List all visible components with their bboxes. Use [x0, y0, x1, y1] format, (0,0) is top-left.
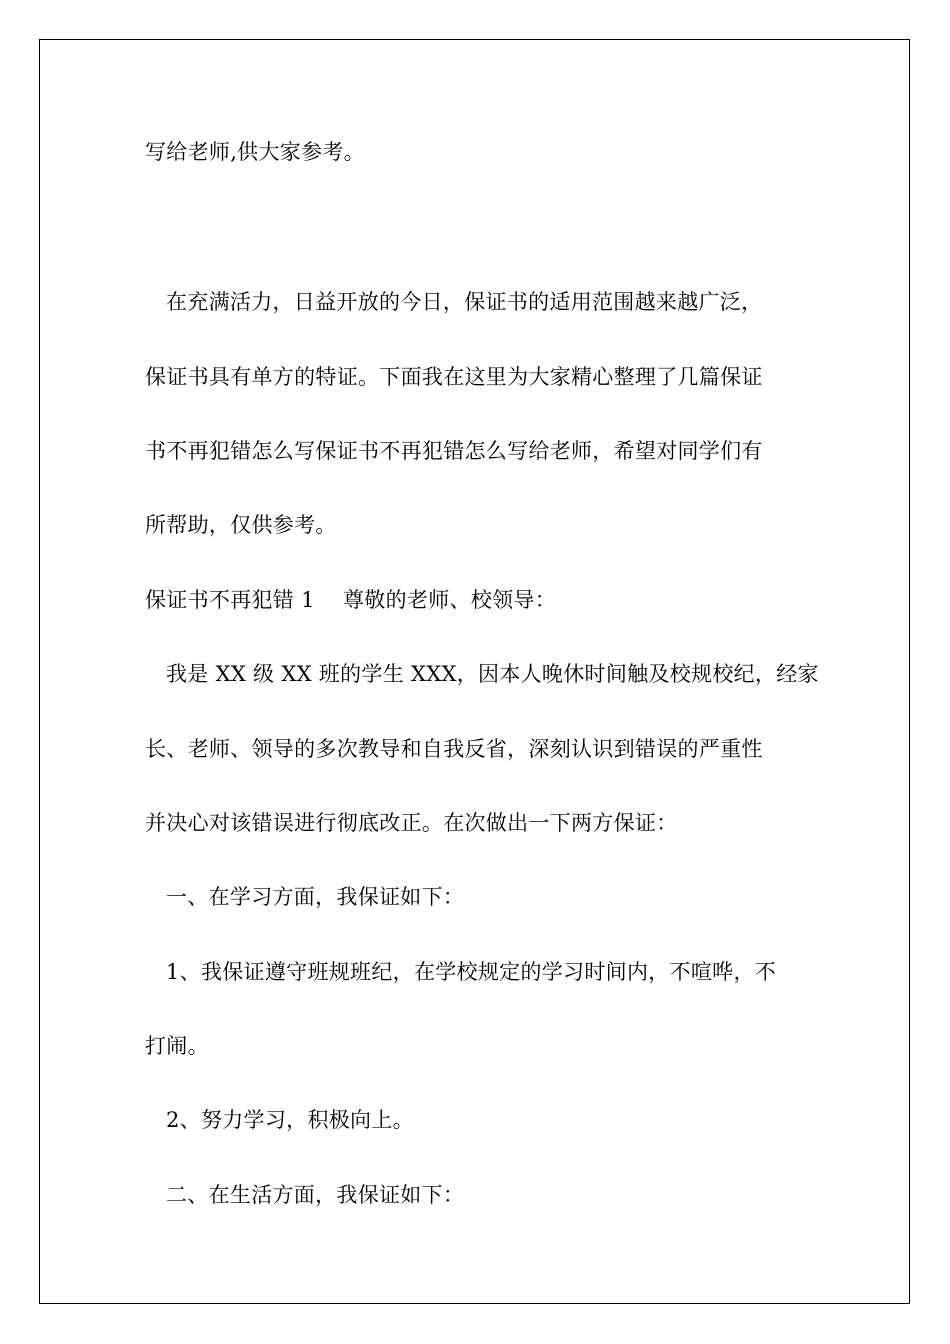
text-line-12: 打闹。: [145, 1034, 209, 1058]
text-line-8: 长、老师、领导的多次教导和自我反省，深刻认识到错误的严重性: [145, 737, 763, 761]
text-line-7: 我是 XX 级 XX 班的学生 XXX，因本人晚休时间触及校规校纪，经家: [166, 662, 819, 686]
text-line-14: 二、在生活方面，我保证如下：: [166, 1183, 465, 1207]
text-line-9: 并决心对该错误进行彻底改正。在次做出一下两方保证：: [145, 811, 678, 835]
text-line-13: 2、努力学习，积极向上。: [166, 1108, 414, 1132]
text-line-2: 在充满活力，日益开放的今日，保证书的适用范围越来越广泛，: [166, 290, 763, 314]
text-line-1: 写给老师,供大家参考。: [145, 140, 365, 164]
text-line-4: 书不再犯错怎么写保证书不再犯错怎么写给老师，希望对同学们有: [145, 439, 763, 463]
section-heading: 保证书不再犯错 1 尊敬的老师、校领导：: [145, 588, 557, 612]
text-line-5: 所帮助，仅供参考。: [145, 513, 337, 537]
text-line-10: 一、在学习方面，我保证如下：: [166, 885, 465, 909]
text-line-11: 1、我保证遵守班规班纪，在学校规定的学习时间内，不喧哗，不: [166, 960, 777, 984]
text-line-3: 保证书具有单方的特证。下面我在这里为大家精心整理了几篇保证: [145, 365, 763, 389]
